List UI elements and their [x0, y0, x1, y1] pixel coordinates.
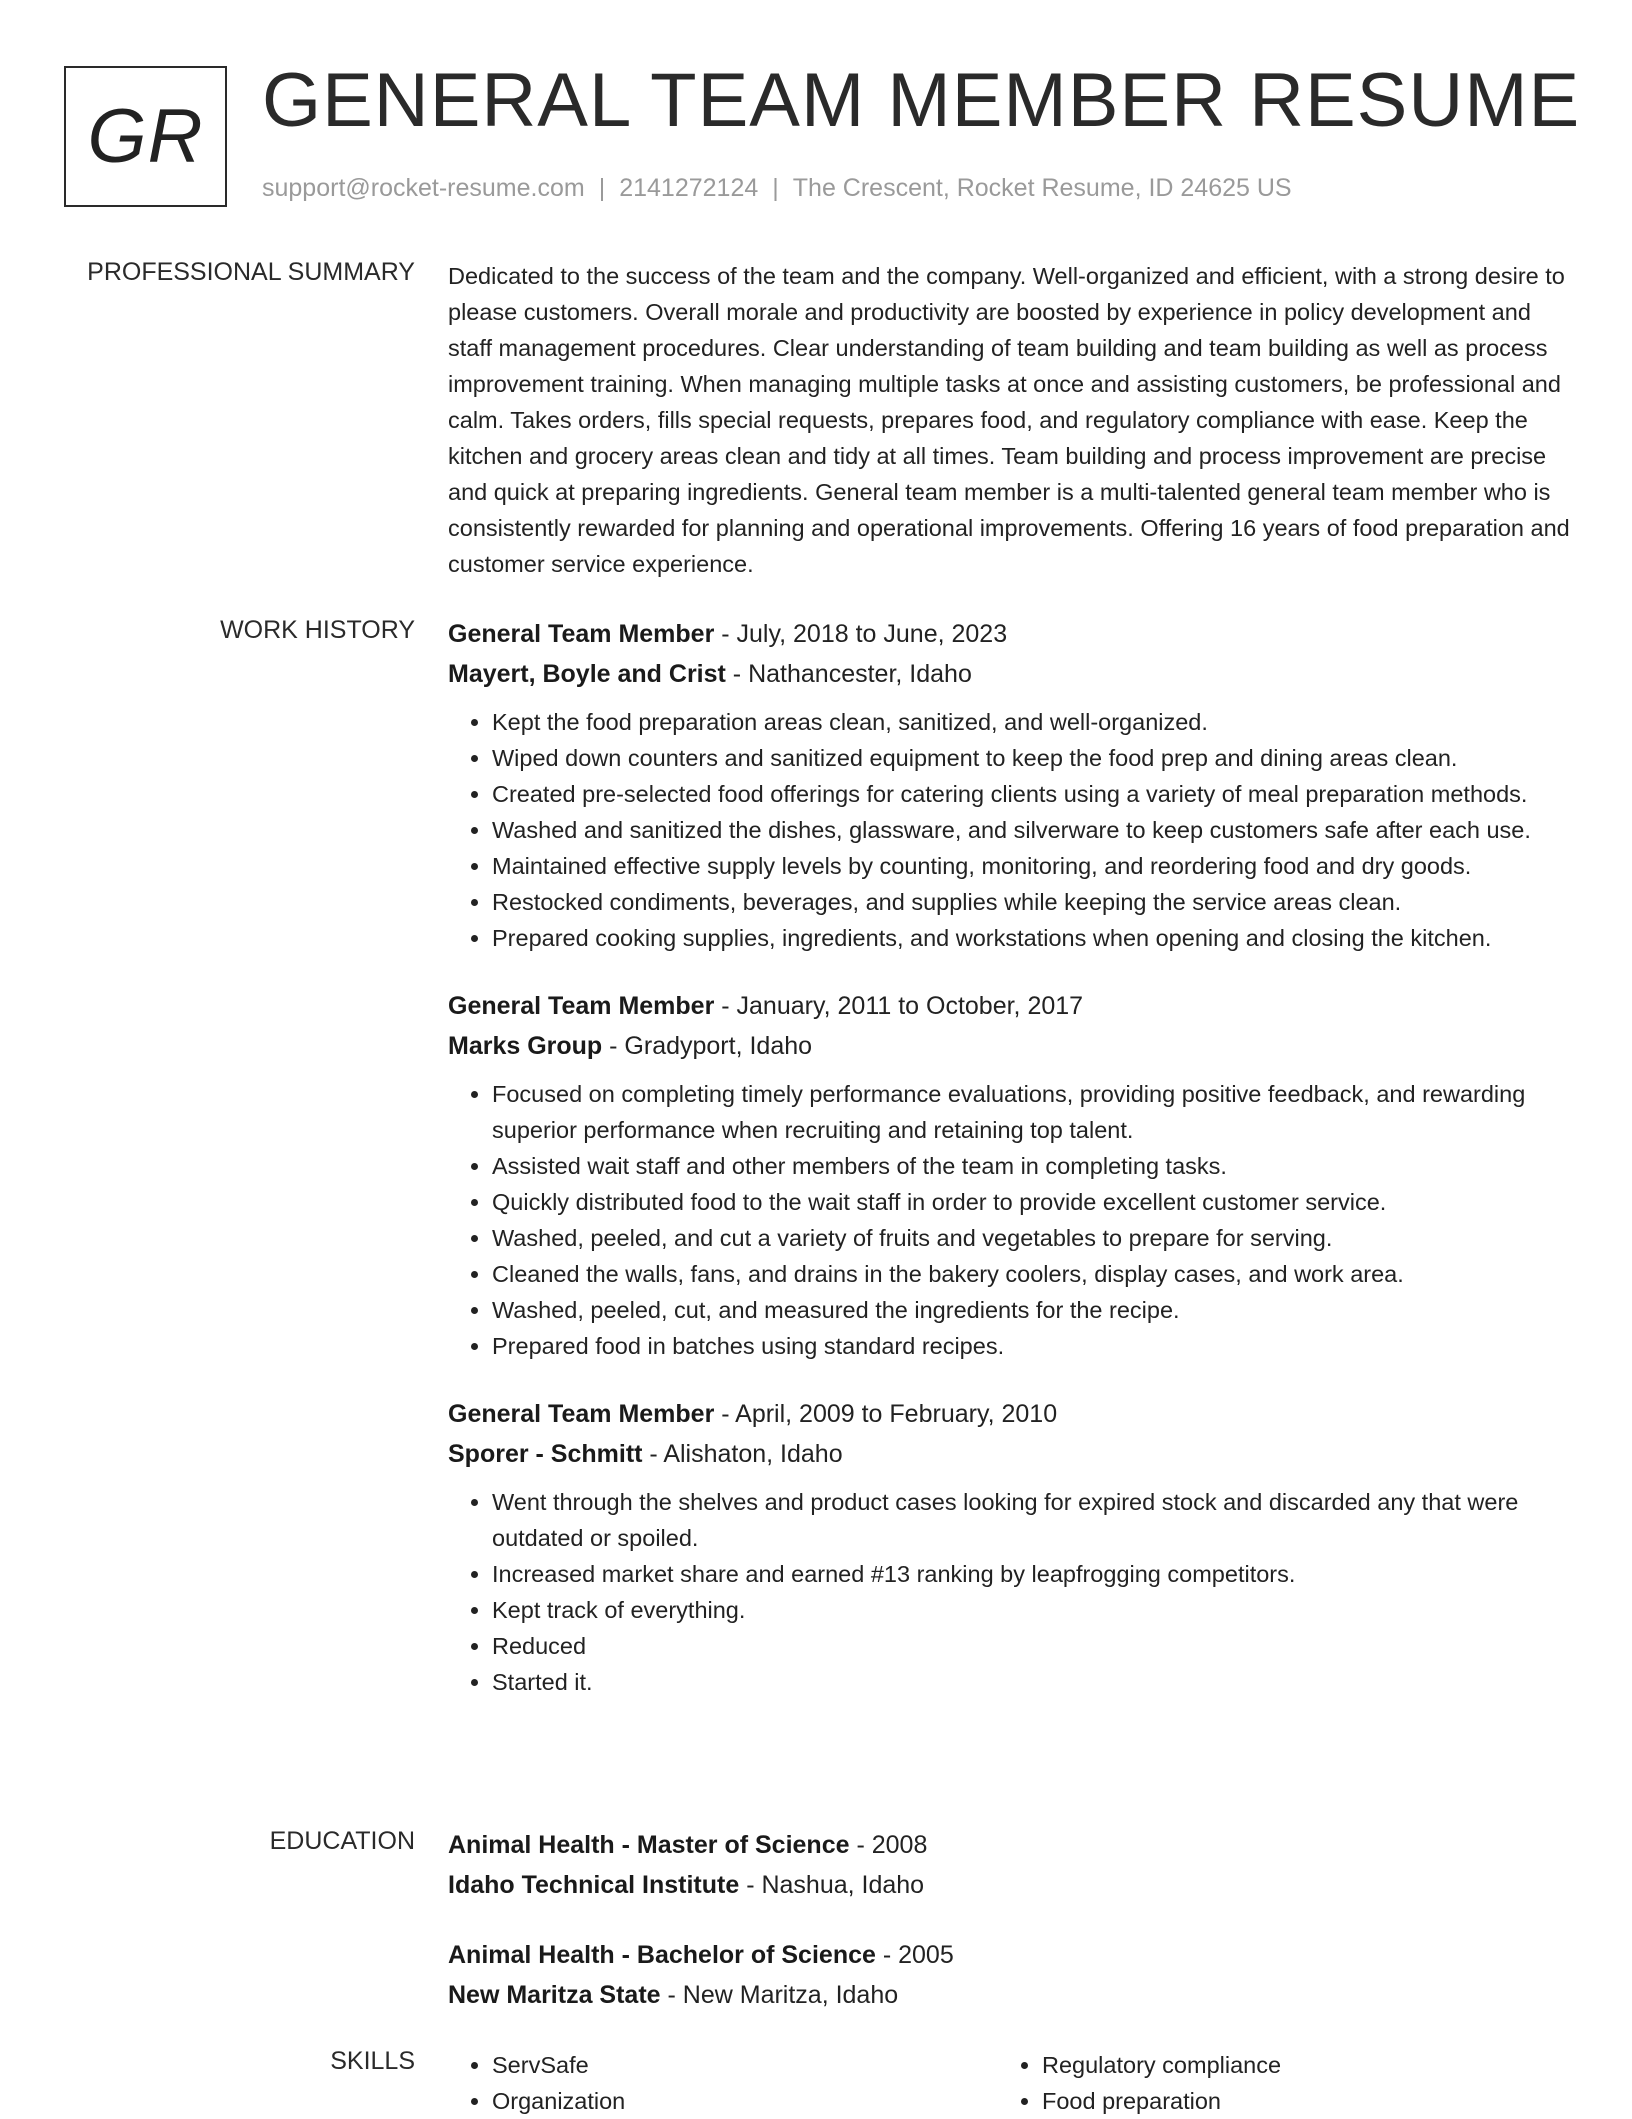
work-history-body: [448, 614, 1570, 1730]
job-bullet: • Washed, peeled, and cut a variety of fruits and vegetables to prepare for serving.: [492, 1220, 1570, 1256]
summary-body: [448, 258, 1570, 582]
job-location: - Nathancester, Idaho: [725, 660, 972, 688]
job-bullet: • Restocked condiments, beverages, and supplies while keeping the service areas clean.: [492, 884, 1570, 920]
job-bullet: • Went through the shelves and product cases looking for expired stock and discarded any that were outdated or spoiled.: [492, 1484, 1570, 1556]
school-location: - Nashua, Idaho: [739, 1871, 925, 1899]
contact-address: The Crescent, Rocket Resume, ID 24625 US: [792, 174, 1292, 202]
job-bullet: • Focused on completing timely performance evaluations, providing positive feedback, and rewarding superior performance when recruiting and retaining top talent.: [492, 1076, 1570, 1148]
job-title: General Team Member: [448, 1400, 715, 1428]
job-bullet: • Prepared food in batches using standard recipes.: [492, 1328, 1570, 1364]
education-heading: EDUCATION: [269, 1827, 415, 1855]
job-bullet: • Assisted wait staff and other members of the team in completing tasks.: [492, 1148, 1570, 1184]
school-line: [448, 1865, 1570, 1905]
job-entry: [448, 614, 1570, 956]
job-bullet: • Washed and sanitized the dishes, glassware, and silverware to keep customers safe after each use.: [492, 812, 1570, 848]
skills-body: [448, 2047, 1570, 2119]
school: New Maritza State: [448, 1981, 661, 2009]
contact-separator: |: [598, 174, 606, 202]
skill-item: • Regulatory compliance: [1042, 2047, 1548, 2083]
job-company: Marks Group: [448, 1032, 603, 1060]
resume-title: GENERAL TEAM MEMBER RESUME: [262, 58, 1581, 143]
job-bullet: • Maintained effective supply levels by counting, monitoring, and reordering food and dry goods.: [492, 848, 1570, 884]
skills-list-right: [998, 2047, 1548, 2119]
monogram-logo: GR: [64, 66, 227, 207]
job-bullet: • Prepared cooking supplies, ingredients, and workstations when opening and closing the kitchen.: [492, 920, 1570, 956]
skills-heading: SKILLS: [330, 2047, 415, 2075]
job-bullet: • Kept track of everything.: [492, 1592, 1570, 1628]
job-dates: - July, 2018 to June, 2023: [714, 620, 1008, 648]
education-entry: [448, 1825, 1570, 1905]
job-company-line: [448, 1026, 1570, 1066]
job-bullets: [448, 1484, 1570, 1700]
education-entry: [448, 1935, 1570, 2015]
job-title-line: [448, 1394, 1570, 1434]
job-bullet: • Created pre-selected food offerings for catering clients using a variety of meal preparation methods.: [492, 776, 1570, 812]
job-title-line: [448, 614, 1570, 654]
job-company: Sporer - Schmitt: [448, 1440, 643, 1468]
job-title-line: [448, 986, 1570, 1026]
skill-item: • Food preparation: [1042, 2083, 1548, 2119]
job-title: General Team Member: [448, 620, 715, 648]
job-entry: [448, 986, 1570, 1364]
contact-separator: |: [772, 174, 779, 202]
skills-list-left: [448, 2047, 998, 2119]
work-history-heading: WORK HISTORY: [220, 616, 415, 644]
school: Idaho Technical Institute: [448, 1871, 740, 1899]
contact-phone[interactable]: 2141272124: [619, 174, 759, 202]
contact-line: [262, 174, 1292, 203]
skill-item: • ServSafe: [492, 2047, 998, 2083]
job-bullet: • Kept the food preparation areas clean, sanitized, and well-organized.: [492, 704, 1570, 740]
job-bullet: • Washed, peeled, cut, and measured the ingredients for the recipe.: [492, 1292, 1570, 1328]
degree-line: [448, 1935, 1570, 1975]
job-bullets: [448, 704, 1570, 956]
job-dates: - January, 2011 to October, 2017: [714, 992, 1084, 1020]
degree: Animal Health - Bachelor of Science: [448, 1941, 876, 1969]
job-company-line: [448, 1434, 1570, 1474]
job-bullet: • Increased market share and earned #13 ranking by leapfrogging competitors.: [492, 1556, 1570, 1592]
summary-heading: PROFESSIONAL SUMMARY: [87, 258, 415, 286]
education-body: [448, 1825, 1570, 2045]
job-bullet: • Quickly distributed food to the wait staff in order to provide excellent customer service.: [492, 1184, 1570, 1220]
job-title: General Team Member: [448, 992, 715, 1020]
job-entry: [448, 1394, 1570, 1700]
job-dates: - April, 2009 to February, 2010: [714, 1400, 1058, 1428]
job-bullets: [448, 1076, 1570, 1364]
degree: Animal Health - Master of Science: [448, 1831, 850, 1859]
school-location: - New Maritza, Idaho: [660, 1981, 899, 2009]
job-location: - Gradyport, Idaho: [602, 1032, 813, 1060]
job-bullet: • Cleaned the walls, fans, and drains in the bakery coolers, display cases, and work area.: [492, 1256, 1570, 1292]
skill-item: • Organization: [492, 2083, 998, 2119]
job-bullet: • Started it.: [492, 1664, 1570, 1700]
contact-email[interactable]: support@rocket-resume.com: [262, 174, 585, 202]
job-bullet: • Reduced: [492, 1628, 1570, 1664]
job-company-line: [448, 654, 1570, 694]
job-company: Mayert, Boyle and Crist: [448, 660, 726, 688]
degree-year: - 2005: [875, 1941, 954, 1969]
job-location: - Alishaton, Idaho: [642, 1440, 843, 1468]
degree-year: - 2008: [849, 1831, 928, 1859]
summary-text: Dedicated to the success of the team and the company. Well-organized and efficient, with a strong desire to please customers. Overall morale and productivity are boosted by experience in policy development and staff management procedures. Clear understanding of team building and team building as well as process improvement training. When managing multiple tasks at once and assisting customers, be professional and calm. Takes orders, fills special requests, prepares food, and regulatory compliance with ease. Keep the kitchen and grocery areas clean and tidy at all times. Team building and process improvement are precise and quick at preparing ingredients. General team member is a multi-talented general team member who is consistently rewarded for planning and operational improvements. Offering 16 years of food preparation and customer service experience.: [448, 263, 1570, 577]
degree-line: [448, 1825, 1570, 1865]
job-bullet: • Wiped down counters and sanitized equipment to keep the food prep and dining areas clean.: [492, 740, 1570, 776]
school-line: [448, 1975, 1570, 2015]
